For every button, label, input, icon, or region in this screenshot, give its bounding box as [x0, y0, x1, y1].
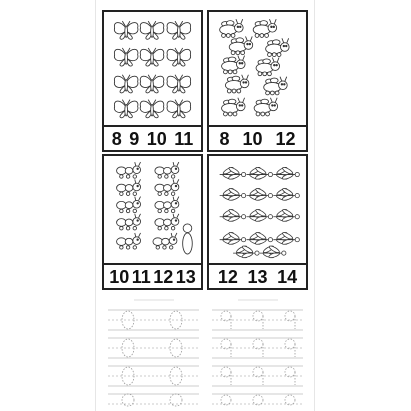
count-card-ants	[102, 154, 203, 290]
ant-icon	[107, 159, 198, 261]
tracing-lines	[106, 296, 201, 408]
number-choices	[209, 125, 306, 150]
number-choice[interactable]: 14	[277, 266, 298, 287]
tracing-sheet-zero	[106, 296, 201, 408]
number-choice[interactable]: 12	[217, 266, 238, 287]
count-card-dragonflies	[207, 154, 308, 290]
number-choice[interactable]: 12	[275, 128, 296, 149]
number-choice[interactable]: 11	[174, 128, 194, 149]
count-card-butterflies	[102, 10, 203, 152]
number-choice[interactable]: 12	[153, 266, 174, 287]
number-choice[interactable]: 13	[175, 266, 196, 287]
butterfly-icon	[107, 15, 198, 123]
dragonfly-icon	[212, 159, 303, 261]
number-choice[interactable]: 8	[111, 128, 122, 149]
tracing-sheet-nine	[210, 296, 305, 408]
count-card-ladybugs	[207, 10, 308, 152]
number-choice[interactable]: 10	[109, 266, 130, 287]
number-choices	[104, 263, 201, 288]
dragonfly-grid	[212, 159, 303, 261]
number-choice[interactable]: 10	[242, 128, 263, 149]
number-choice[interactable]: 13	[247, 266, 268, 287]
number-choice[interactable]: 10	[146, 128, 167, 149]
ladybug-icon	[212, 15, 303, 123]
number-choice[interactable]: 9	[129, 128, 140, 149]
butterfly-grid	[107, 15, 198, 123]
tracing-lines	[210, 296, 305, 408]
number-choices	[104, 125, 201, 150]
ladybug-grid	[212, 15, 303, 123]
ant-grid	[107, 159, 198, 261]
number-choice[interactable]: 8	[219, 128, 230, 149]
number-choice[interactable]: 11	[131, 266, 151, 287]
number-choices	[209, 263, 306, 288]
worksheet-page	[95, 0, 315, 411]
